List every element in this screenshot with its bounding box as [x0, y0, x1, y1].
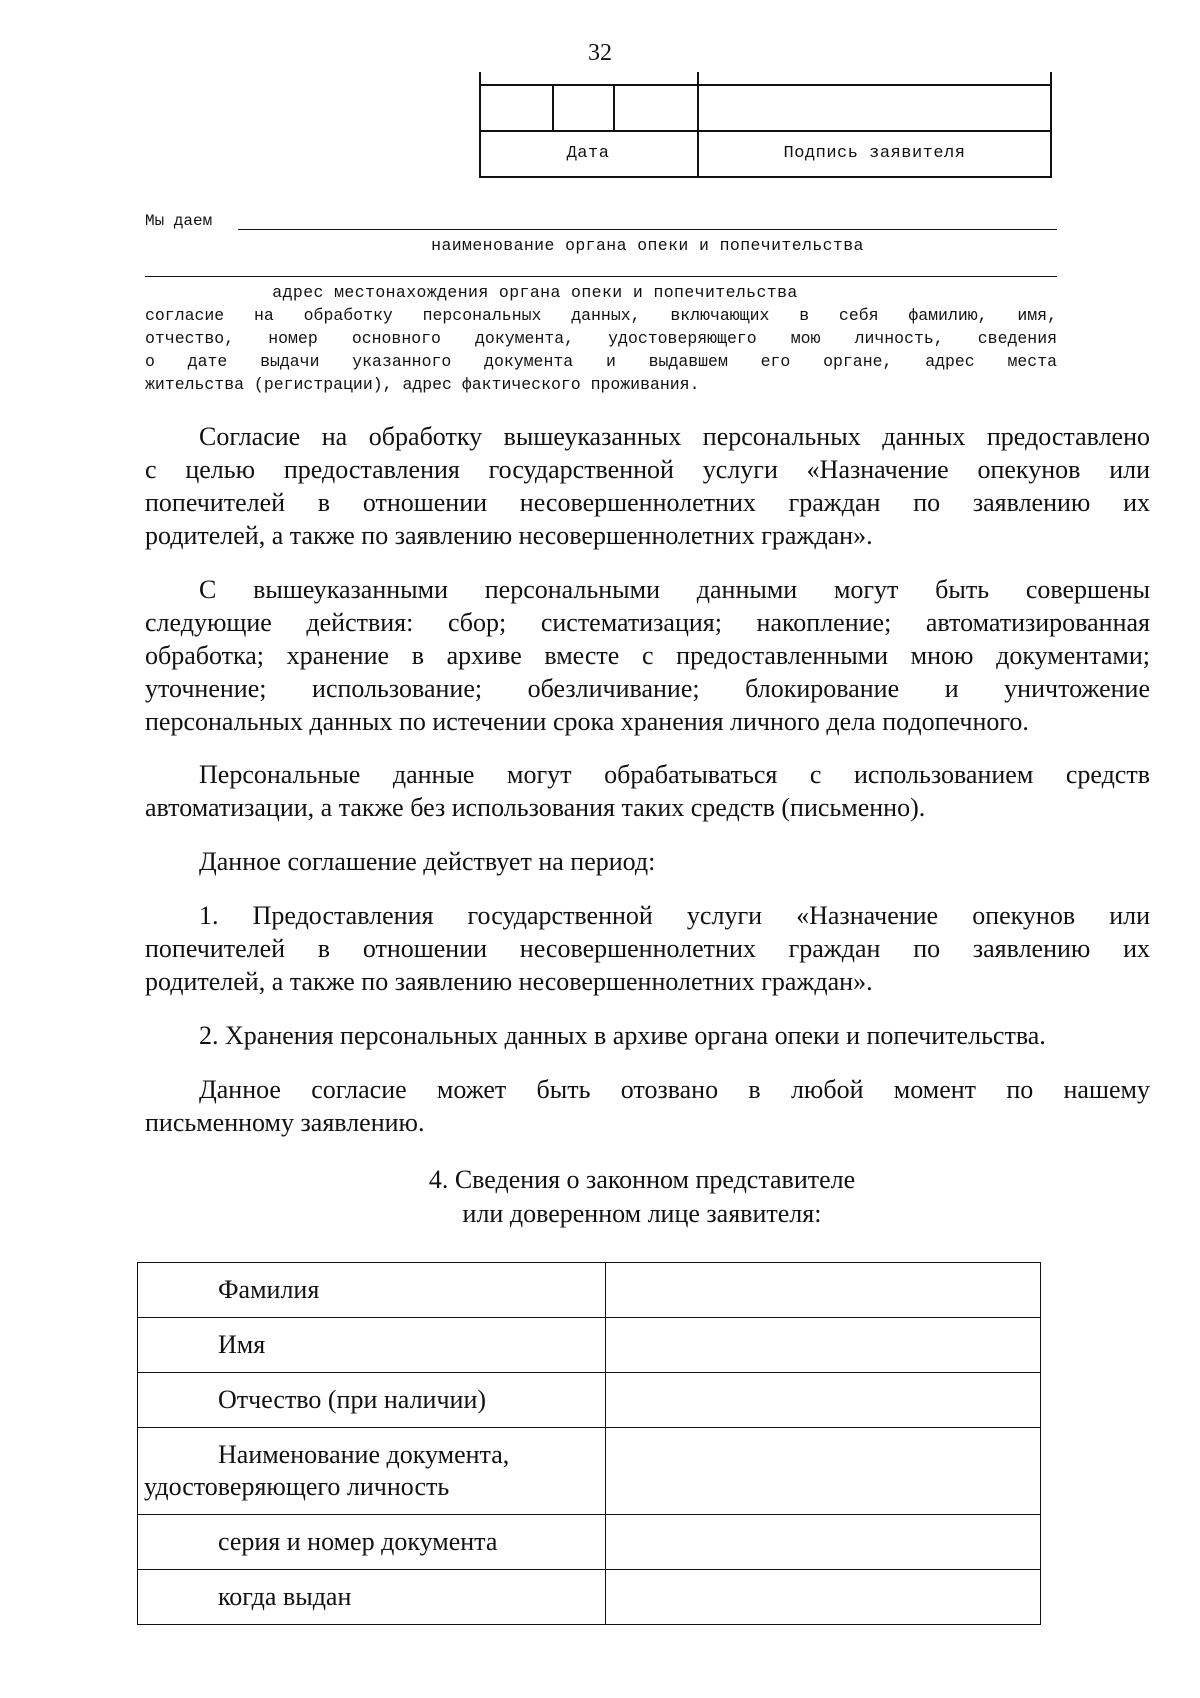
paragraph-line: С вышеуказанными персональными данными могут быть совершены	[199, 575, 1150, 604]
paragraph-period-item-2	[145, 1019, 1150, 1052]
page-number: 32	[588, 40, 612, 66]
authority-address-line	[145, 276, 1057, 277]
paragraph-line: письменному заявлению.	[145, 1108, 425, 1137]
paragraph-line: Персональные данные могут обрабатываться с использованием средств	[199, 760, 1150, 789]
representative-table	[137, 1262, 1041, 1625]
consent-line: о дате выдачи указанного документа и выдавшем его органе, адрес места	[145, 352, 1057, 371]
patronymic-label: Отчество (при наличии)	[218, 1385, 487, 1414]
paragraph-line: родителей, а также по заявлению несовершеннолетних граждан».	[145, 521, 873, 550]
paragraph-line: попечителей в отношении несовершеннолетних граждан по заявлению их	[145, 488, 1150, 517]
table-row	[138, 1318, 1041, 1373]
signature-date-table	[479, 72, 1052, 178]
date-label: Дата	[566, 144, 610, 163]
id-document-label-cont: удостоверяющего личность	[144, 1472, 450, 1501]
paragraph-line: Согласие на обработку вышеуказанных персональных данных предоставлено	[199, 422, 1150, 451]
paragraph-line: автоматизации, а также без использования таких средств (письменно).	[145, 793, 926, 822]
paragraph-period-item-1	[145, 899, 1150, 998]
paragraph-line: с целью предоставления государственной услуги «Назначение опекунов или	[145, 455, 1150, 484]
paragraph-line: уточнение; использование; обезличивание; блокирование и уничтожение	[145, 674, 1150, 703]
paragraph-period	[145, 845, 1150, 878]
label-cell	[138, 1318, 606, 1373]
authority-name-caption: наименование органа опеки и попечительства	[431, 236, 864, 255]
table-row	[138, 1428, 1041, 1515]
patronymic-field[interactable]	[605, 1373, 1040, 1428]
series-number-label: серия и номер документа	[218, 1527, 498, 1556]
paragraph-line: 2. Хранения персональных данных в архиве органа опеки и попечительства.	[199, 1021, 1046, 1050]
paragraph-line: обработка; хранение в архиве вместе с предоставленными мною документами;	[145, 641, 1150, 670]
name-label: Имя	[218, 1330, 266, 1359]
id-document-field[interactable]	[605, 1428, 1040, 1515]
consent-line: отчество, номер основного документа, удостоверяющего мою личность, сведения	[145, 329, 1057, 348]
label-cell	[138, 1515, 606, 1570]
consent-line: жительства (регистрации), адрес фактического проживания.	[145, 375, 700, 394]
paragraph-line: Данное соглашение действует на период:	[199, 847, 656, 876]
table-row	[138, 1570, 1041, 1625]
paragraph-line: 1. Предоставления государственной услуги «Назначение опекунов или	[199, 901, 1150, 930]
id-document-label: Наименование документа,	[218, 1440, 510, 1469]
table-row	[138, 1515, 1041, 1570]
series-number-field[interactable]	[605, 1515, 1040, 1570]
consent-line: согласие на обработку персональных данных, включающих в себя фамилию, имя,	[145, 306, 1057, 325]
label-cell	[138, 1263, 606, 1318]
section-heading-line: или доверенном лице заявителя:	[462, 1199, 822, 1228]
authority-address-caption: адрес местонахождения органа опеки и попечительства	[272, 283, 798, 302]
section-heading-line: 4. Сведения о законном представителе	[428, 1165, 856, 1194]
authority-name-line	[238, 229, 1057, 230]
surname-label: Фамилия	[218, 1275, 320, 1304]
label-cell	[138, 1428, 606, 1515]
surname-field[interactable]	[605, 1263, 1040, 1318]
we-give-label: Мы даем	[145, 212, 213, 230]
paragraph-purpose	[145, 420, 1150, 552]
paragraph-line: персональных данных по истечении срока хранения личного дела подопечного.	[145, 707, 1029, 736]
paragraph-actions	[145, 573, 1150, 738]
signature-label: Подпись заявителя	[783, 144, 966, 163]
paragraph-processing	[145, 758, 1150, 824]
section-heading	[0, 1163, 1200, 1231]
issue-date-label: когда выдан	[218, 1582, 352, 1611]
paragraph-line: Данное согласие может быть отозвано в любой момент по нашему	[199, 1075, 1150, 1104]
paragraph-line: следующие действия: сбор; систематизация; накопление; автоматизированная	[145, 608, 1150, 637]
label-cell	[138, 1373, 606, 1428]
consent-text	[145, 304, 1057, 396]
table-row	[138, 1263, 1041, 1318]
label-cell	[138, 1570, 606, 1625]
paragraph-revocation	[145, 1073, 1150, 1139]
name-field[interactable]	[605, 1318, 1040, 1373]
paragraph-line: попечителей в отношении несовершеннолетних граждан по заявлению их	[145, 934, 1150, 963]
issue-date-field[interactable]	[605, 1570, 1040, 1625]
table-row	[138, 1373, 1041, 1428]
paragraph-line: родителей, а также по заявлению несовершеннолетних граждан».	[145, 967, 873, 996]
